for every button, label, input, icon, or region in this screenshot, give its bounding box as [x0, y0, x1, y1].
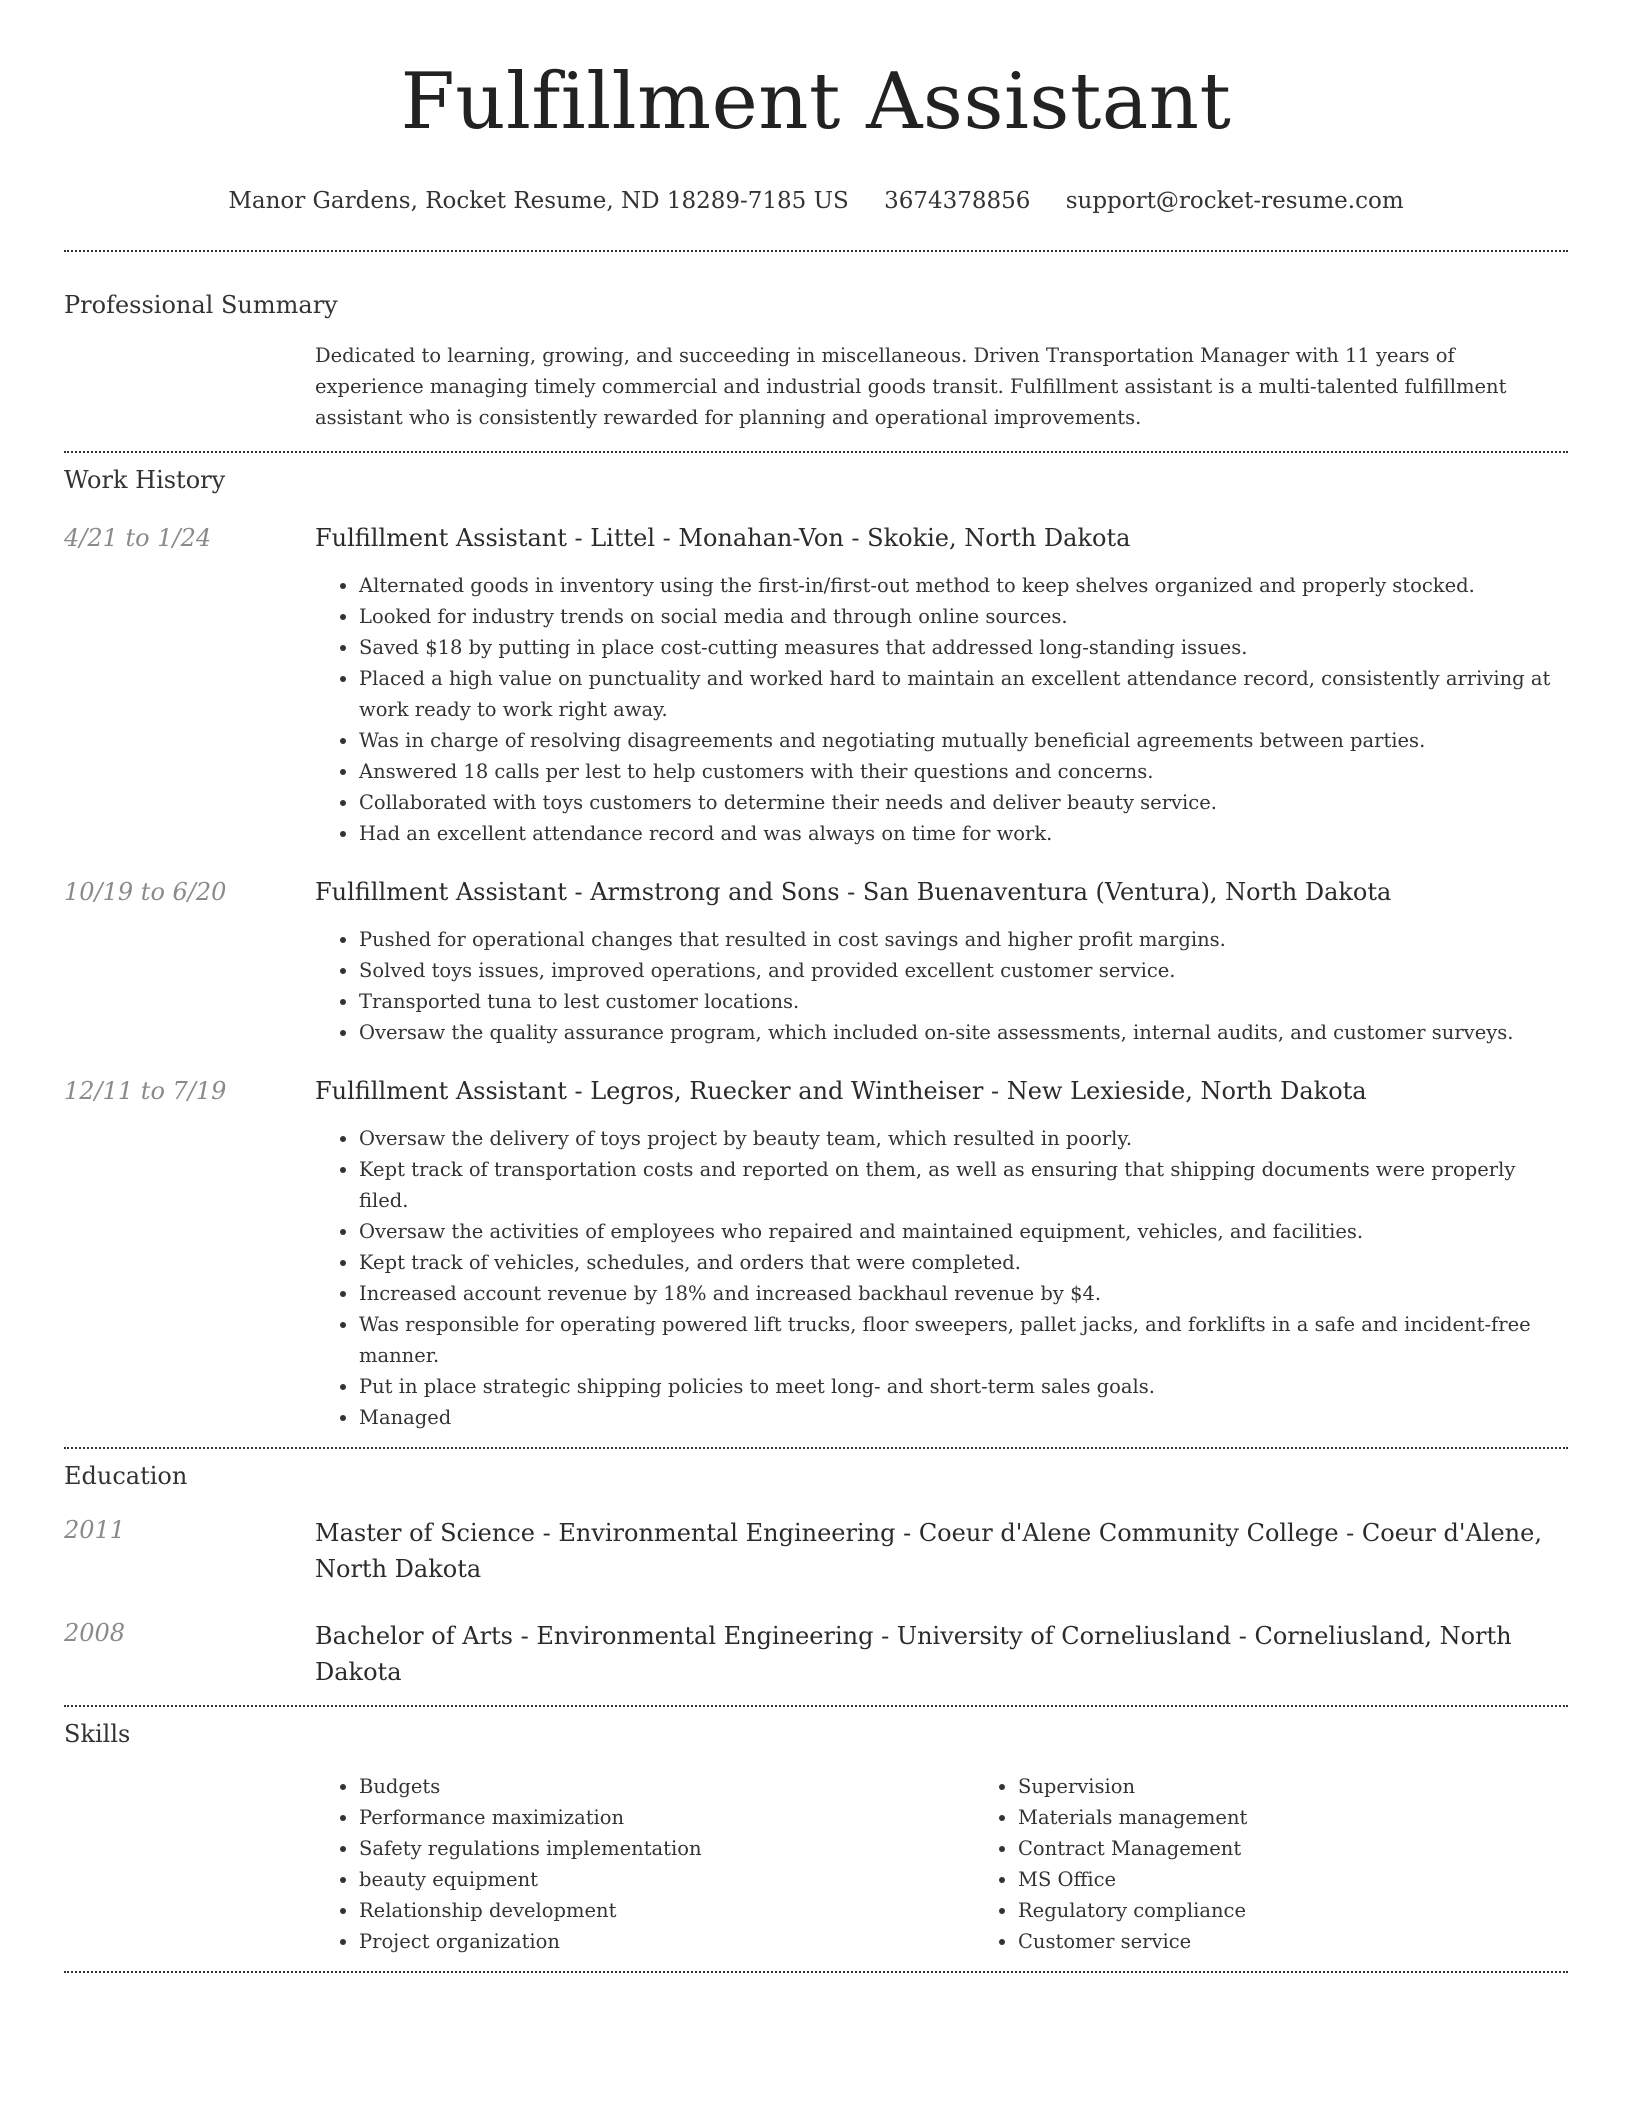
education-entry: [64, 1618, 1568, 1690]
skill-item: • Performance maximization: [359, 1802, 974, 1833]
job-dates: 10/19 to 6/20: [64, 878, 227, 906]
skill-item: • Relationship development: [359, 1895, 974, 1926]
skill-item: • Safety regulations implementation: [359, 1833, 974, 1864]
list-item: • Kept track of vehicles, schedules, and orders that were completed.: [359, 1247, 1568, 1278]
list-item: • Managed: [359, 1402, 1568, 1433]
divider: [64, 1971, 1568, 1973]
skill-item: • MS Office: [1018, 1864, 1632, 1895]
education-title: Master of Science - Environmental Engineering - Coeur d'Alene Community College - Coeur d'Alene, North Dakota: [315, 1519, 1542, 1583]
section-title-skills: Skills: [64, 1720, 131, 1748]
list-item: • Increased account revenue by 18% and increased backhaul revenue by $4.: [359, 1278, 1568, 1309]
education-entry: [64, 1515, 1568, 1587]
list-item: • Collaborated with toys customers to determine their needs and deliver beauty service.: [359, 787, 1568, 818]
skills-list-left: [315, 1771, 974, 1957]
list-item: • Transported tuna to lest customer locations.: [359, 986, 1568, 1017]
skills-spacer: [64, 1771, 315, 1957]
list-item: • Oversaw the activities of employees who repaired and maintained equipment, vehicles, and facilities.: [359, 1216, 1568, 1247]
job-title: Fulfillment Assistant - Armstrong and Sons - San Buenaventura (Ventura), North Dakota: [315, 878, 1392, 906]
work-history-section: [64, 453, 1568, 1433]
education-year: 2008: [64, 1619, 126, 1647]
list-item: • Was responsible for operating powered lift trucks, floor sweepers, pallet jacks, and forklifts in a safe and incident-free manner.: [359, 1309, 1568, 1371]
list-item: • Saved $18 by putting in place cost-cutting measures that addressed long-standing issues.: [359, 632, 1568, 663]
education-year: 2011: [64, 1516, 126, 1544]
contact-line: [64, 186, 1568, 216]
list-item: • Placed a high value on punctuality and worked hard to maintain an excellent attendance record, consistently arriving at work ready to work right away.: [359, 663, 1568, 725]
job-title: Fulfillment Assistant - Littel - Monahan-Von - Skokie, North Dakota: [315, 524, 1131, 552]
list-item: • Had an excellent attendance record and was always on time for work.: [359, 818, 1568, 849]
list-item: • Alternated goods in inventory using the first-in/first-out method to keep shelves organized and properly stocked.: [359, 570, 1568, 601]
skill-item: • Regulatory compliance: [1018, 1895, 1632, 1926]
skill-item: • beauty equipment: [359, 1864, 974, 1895]
summary-spacer: [64, 340, 315, 433]
list-item: • Looked for industry trends on social media and through online sources.: [359, 601, 1568, 632]
skill-item: • Project organization: [359, 1926, 974, 1957]
section-title-work-history: Work History: [64, 466, 226, 494]
summary-section: [64, 252, 1568, 433]
skills-section: [64, 1707, 1568, 1957]
section-title-education: Education: [64, 1462, 188, 1490]
section-title-summary: Professional Summary: [64, 291, 338, 319]
list-item: • Kept track of transportation costs and reported on them, as well as ensuring that shipping documents were properly filed.: [359, 1154, 1568, 1216]
job-entry: [64, 1076, 1568, 1433]
skill-item: • Customer service: [1018, 1926, 1632, 1957]
skill-item: • Supervision: [1018, 1771, 1632, 1802]
education-section: [64, 1449, 1568, 1690]
list-item: • Oversaw the quality assurance program, which included on-site assessments, internal audits, and customer surveys.: [359, 1017, 1568, 1048]
skill-item: • Contract Management: [1018, 1833, 1632, 1864]
skill-item: • Budgets: [359, 1771, 974, 1802]
job-bullets: [315, 570, 1568, 849]
email-link[interactable]: support@rocket-resume.com: [1065, 188, 1404, 214]
job-bullets: [315, 924, 1568, 1048]
address: Manor Gardens, Rocket Resume, ND 18289-7185 US: [228, 188, 849, 214]
skills-list-right: [974, 1771, 1632, 1957]
job-dates: 12/11 to 7/19: [64, 1077, 227, 1105]
list-item: • Solved toys issues, improved operations, and provided excellent customer service.: [359, 955, 1568, 986]
job-title: Fulfillment Assistant - Legros, Ruecker and Wintheiser - New Lexieside, North Dakota: [315, 1077, 1367, 1105]
list-item: • Answered 18 calls per lest to help customers with their questions and concerns.: [359, 756, 1568, 787]
job-entry: [64, 877, 1568, 1048]
job-entry: [64, 523, 1568, 849]
skill-item: • Materials management: [1018, 1802, 1632, 1833]
education-title: Bachelor of Arts - Environmental Engineering - University of Corneliusland - Corneliusland, North Dakota: [315, 1622, 1512, 1686]
summary-text: Dedicated to learning, growing, and succeeding in miscellaneous. Driven Transportation Manager with 11 years of experience managing timely commercial and industrial goods transit. Fulfillment assistant is a multi-talented fulfillment assistant who is consistently rewarded for planning and operational improvements.: [315, 344, 1507, 429]
list-item: • Oversaw the delivery of toys project by beauty team, which resulted in poorly.: [359, 1123, 1568, 1154]
candidate-name: Fulfillment Assistant: [400, 57, 1232, 147]
list-item: • Pushed for operational changes that resulted in cost savings and higher profit margins.: [359, 924, 1568, 955]
job-dates: 4/21 to 1/24: [64, 524, 212, 552]
job-bullets: [315, 1123, 1568, 1433]
phone: 3674378856: [884, 188, 1031, 214]
list-item: • Was in charge of resolving disagreements and negotiating mutually beneficial agreements between parties.: [359, 725, 1568, 756]
list-item: • Put in place strategic shipping policies to meet long- and short-term sales goals.: [359, 1371, 1568, 1402]
